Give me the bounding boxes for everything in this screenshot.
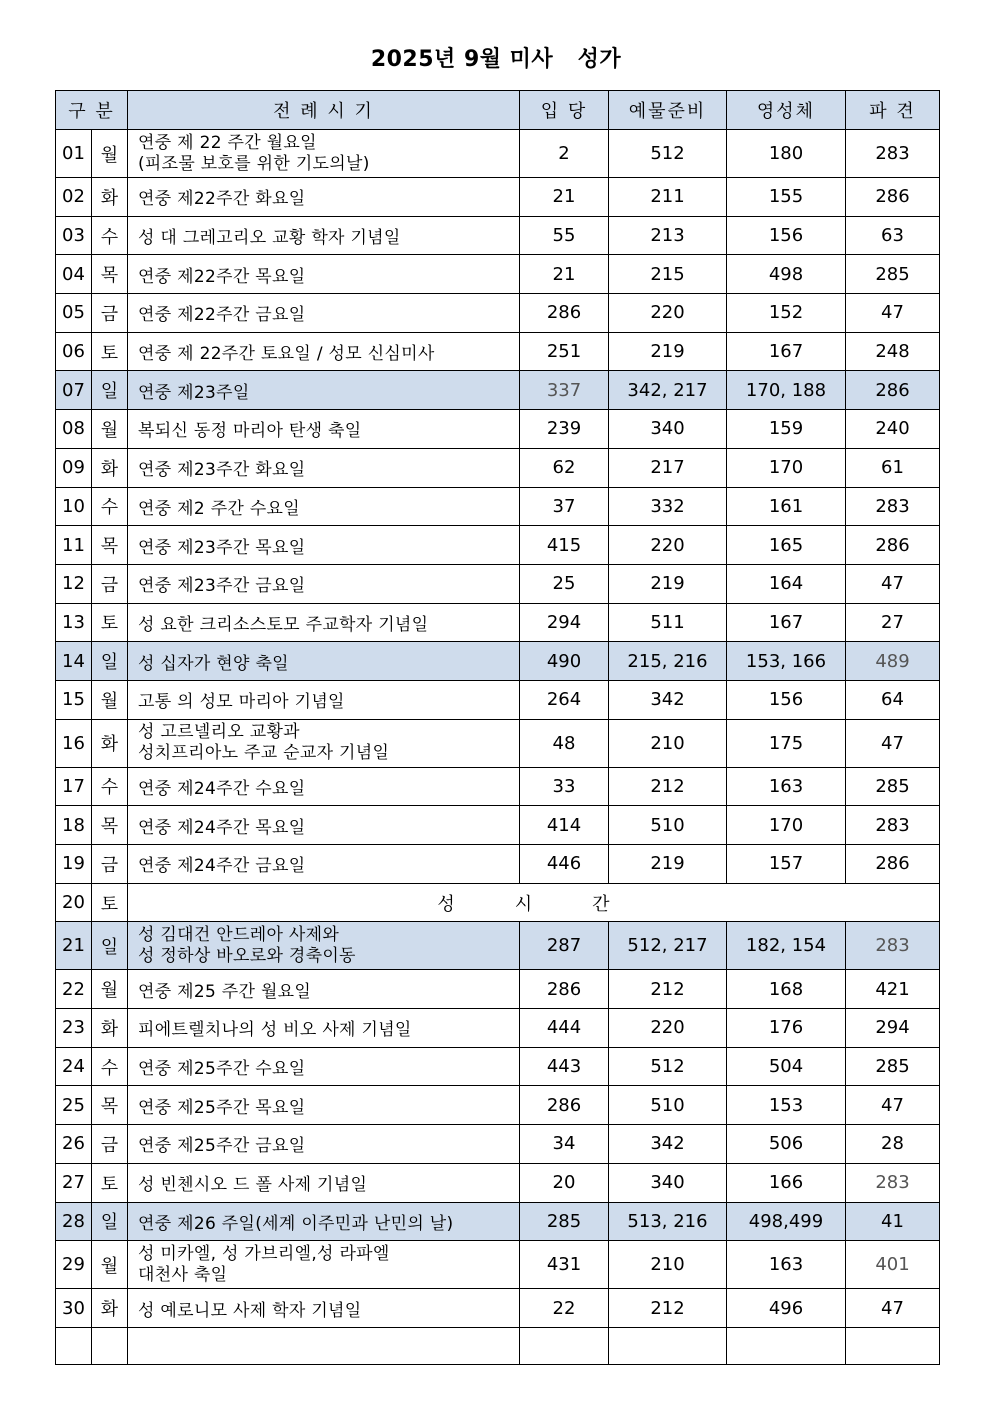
liturgy-cell: 연중 제2 주간 수요일 [128,487,520,526]
communion-cell: 496 [727,1289,846,1328]
offertory-cell: 512 [609,130,727,178]
offertory-cell: 512 [609,1047,727,1086]
entrance-cell: 20 [520,1163,609,1202]
entrance-cell: 34 [520,1125,609,1164]
dismissal-cell: 421 [846,970,940,1009]
offertory-cell: 219 [609,845,727,884]
liturgy-cell: 연중 제25주간 수요일 [128,1047,520,1086]
liturgy-cell: 연중 제22주간 금요일 [128,294,520,333]
day-cell: 11 [56,526,92,565]
day-cell: 23 [56,1009,92,1048]
communion-cell: 175 [727,719,846,767]
day-cell: 18 [56,806,92,845]
weekday-cell: 수 [92,216,128,255]
day-cell: 21 [56,922,92,970]
table-row [56,1125,940,1164]
communion-cell: 168 [727,970,846,1009]
liturgy-line-2: (피조물 보호를 위한 기도의날) [138,153,370,174]
hymn-schedule-table [55,90,940,1365]
table-row [56,294,940,333]
entrance-cell: 490 [520,642,609,681]
day-cell: 15 [56,680,92,719]
dismissal-cell: 27 [846,603,940,642]
liturgy-cell: 연중 제26 주일(세계 이주민과 난민의 날) [128,1202,520,1241]
dismissal-cell: 63 [846,216,940,255]
dismissal-cell: 489 [846,642,940,681]
communion-cell: 164 [727,564,846,603]
table-row [56,1009,940,1048]
table-row [56,680,940,719]
liturgy-cell: 연중 제24주간 수요일 [128,767,520,806]
communion-cell: 504 [727,1047,846,1086]
weekday-cell: 월 [92,680,128,719]
liturgy-cell: 연중 제23주간 화요일 [128,448,520,487]
offertory-cell: 219 [609,564,727,603]
day-cell: 01 [56,130,92,178]
header-entrance: 입 당 [520,91,609,130]
table-row [56,371,940,410]
dismissal-cell: 283 [846,487,940,526]
blank-cell [92,1327,128,1364]
day-cell: 03 [56,216,92,255]
communion-cell: 163 [727,1241,846,1289]
liturgy-cell [128,130,520,178]
weekday-cell: 토 [92,332,128,371]
liturgy-line-1: 성 김대건 안드레아 사제와 [138,924,340,945]
table-row [56,216,940,255]
entrance-cell: 48 [520,719,609,767]
day-cell: 25 [56,1086,92,1125]
day-cell: 08 [56,410,92,449]
table-row [56,1202,940,1241]
weekday-cell: 일 [92,922,128,970]
offertory-cell: 219 [609,332,727,371]
liturgy-cell: 연중 제25주간 목요일 [128,1086,520,1125]
communion-cell: 165 [727,526,846,565]
table-row [56,1047,940,1086]
communion-cell: 170 [727,806,846,845]
offertory-cell: 342 [609,1125,727,1164]
offertory-cell: 212 [609,970,727,1009]
liturgy-line-2: 성치프리아노 주교 순교자 기념일 [138,743,390,764]
entrance-cell: 21 [520,255,609,294]
offertory-cell: 513, 216 [609,1202,727,1241]
communion-cell: 152 [727,294,846,333]
entrance-cell: 446 [520,845,609,884]
liturgy-cell: 성 요한 크리소스토모 주교학자 기념일 [128,603,520,642]
weekday-cell: 일 [92,642,128,681]
offertory-cell: 510 [609,1086,727,1125]
offertory-cell: 211 [609,178,727,217]
entrance-cell: 286 [520,970,609,1009]
dismissal-cell: 401 [846,1241,940,1289]
entrance-cell: 239 [520,410,609,449]
liturgy-cell: 연중 제25 주간 월요일 [128,970,520,1009]
day-cell: 28 [56,1202,92,1241]
dismissal-cell: 47 [846,1086,940,1125]
blank-cell [727,1327,846,1364]
table-row [56,130,940,178]
entrance-cell: 25 [520,564,609,603]
header-row [56,91,940,130]
table-row [56,178,940,217]
table-row [56,970,940,1009]
blank-cell [609,1327,727,1364]
weekday-cell: 수 [92,767,128,806]
offertory-cell: 210 [609,1241,727,1289]
day-cell: 09 [56,448,92,487]
liturgy-cell: 피에트렐치나의 성 비오 사제 기념일 [128,1009,520,1048]
blank-cell [128,1327,520,1364]
communion-cell: 156 [727,216,846,255]
dismissal-cell: 286 [846,526,940,565]
communion-cell: 155 [727,178,846,217]
liturgy-cell: 성 예로니모 사제 학자 기념일 [128,1289,520,1328]
communion-cell: 498 [727,255,846,294]
communion-cell: 159 [727,410,846,449]
table-row [56,526,940,565]
dismissal-cell: 28 [846,1125,940,1164]
entrance-cell: 264 [520,680,609,719]
weekday-cell: 화 [92,178,128,217]
dismissal-cell: 283 [846,1163,940,1202]
liturgy-line-2: 대천사 축일 [138,1264,228,1285]
table-row [56,410,940,449]
weekday-cell: 수 [92,487,128,526]
liturgy-cell: 연중 제24주간 목요일 [128,806,520,845]
day-cell: 22 [56,970,92,1009]
liturgy-line-1: 연중 제 22 주간 월요일 [138,132,317,153]
communion-cell: 157 [727,845,846,884]
day-cell: 04 [56,255,92,294]
day-cell: 20 [56,883,92,922]
entrance-cell: 415 [520,526,609,565]
liturgy-cell: 연중 제23주간 금요일 [128,564,520,603]
liturgy-cell: 성 대 그레고리오 교황 학자 기념일 [128,216,520,255]
weekday-cell: 월 [92,130,128,178]
offertory-cell: 332 [609,487,727,526]
liturgy-cell: 성 빈첸시오 드 폴 사제 기념일 [128,1163,520,1202]
communion-cell: 156 [727,680,846,719]
day-cell: 19 [56,845,92,884]
blank-cell [520,1327,609,1364]
liturgy-cell: 연중 제 22주간 토요일 / 성모 신심미사 [128,332,520,371]
liturgy-cell: 연중 제25주간 금요일 [128,1125,520,1164]
weekday-cell: 화 [92,448,128,487]
communion-cell: 153, 166 [727,642,846,681]
table-body [56,130,940,1365]
day-cell: 30 [56,1289,92,1328]
entrance-cell: 286 [520,1086,609,1125]
entrance-cell: 285 [520,1202,609,1241]
communion-cell: 506 [727,1125,846,1164]
weekday-cell: 목 [92,255,128,294]
weekday-cell: 금 [92,294,128,333]
dismissal-cell: 248 [846,332,940,371]
day-cell: 07 [56,371,92,410]
entrance-cell: 33 [520,767,609,806]
entrance-cell: 251 [520,332,609,371]
entrance-cell: 37 [520,487,609,526]
offertory-cell: 220 [609,1009,727,1048]
day-cell: 12 [56,564,92,603]
entrance-cell: 2 [520,130,609,178]
entrance-cell: 22 [520,1289,609,1328]
day-cell: 29 [56,1241,92,1289]
header-gubun: 구 분 [56,91,128,130]
weekday-cell: 금 [92,564,128,603]
table-row [56,1086,940,1125]
liturgy-cell: 연중 제24주간 금요일 [128,845,520,884]
day-cell: 05 [56,294,92,333]
liturgy-cell: 연중 제23주간 목요일 [128,526,520,565]
day-cell: 26 [56,1125,92,1164]
liturgy-cell: 연중 제23주일 [128,371,520,410]
day-cell: 16 [56,719,92,767]
day-cell: 13 [56,603,92,642]
table-row [56,487,940,526]
communion-cell: 167 [727,332,846,371]
offertory-cell: 220 [609,294,727,333]
weekday-cell: 월 [92,1241,128,1289]
table-row [56,255,940,294]
liturgy-cell [128,719,520,767]
blank-cell [56,1327,92,1364]
dismissal-cell: 283 [846,806,940,845]
entrance-cell: 55 [520,216,609,255]
table-row [56,1289,940,1328]
communion-cell: 498,499 [727,1202,846,1241]
day-cell: 06 [56,332,92,371]
entrance-cell: 294 [520,603,609,642]
day-cell: 02 [56,178,92,217]
dismissal-cell: 64 [846,680,940,719]
day-cell: 27 [56,1163,92,1202]
weekday-cell: 금 [92,1125,128,1164]
offertory-cell: 510 [609,806,727,845]
liturgy-cell [128,922,520,970]
communion-cell: 166 [727,1163,846,1202]
communion-cell: 163 [727,767,846,806]
offertory-cell: 511 [609,603,727,642]
communion-cell: 161 [727,487,846,526]
weekday-cell: 월 [92,970,128,1009]
entrance-cell: 444 [520,1009,609,1048]
liturgy-cell: 연중 제22주간 화요일 [128,178,520,217]
weekday-cell: 목 [92,806,128,845]
liturgy-line-1: 성 고르넬리오 교황과 [138,722,300,743]
table-row [56,1163,940,1202]
day-cell: 17 [56,767,92,806]
weekday-cell: 화 [92,719,128,767]
weekday-cell: 일 [92,1202,128,1241]
communion-cell: 182, 154 [727,922,846,970]
weekday-cell: 일 [92,371,128,410]
dismissal-cell: 286 [846,845,940,884]
entrance-cell: 431 [520,1241,609,1289]
table-row [56,719,940,767]
table-row [56,767,940,806]
entrance-cell: 287 [520,922,609,970]
dismissal-cell: 41 [846,1202,940,1241]
table-row [56,603,940,642]
header-communion: 영성체 [727,91,846,130]
dismissal-cell: 240 [846,410,940,449]
page-title: 2025년 9월 미사 성가 [370,47,622,72]
day-cell: 24 [56,1047,92,1086]
communion-cell: 170, 188 [727,371,846,410]
entrance-cell: 337 [520,371,609,410]
table-row [56,806,940,845]
offertory-cell: 220 [609,526,727,565]
table-row [56,564,940,603]
weekday-cell: 토 [92,603,128,642]
offertory-cell: 210 [609,719,727,767]
entrance-cell: 443 [520,1047,609,1086]
dismissal-cell: 61 [846,448,940,487]
communion-cell: 167 [727,603,846,642]
table-row [56,922,940,970]
table-row [56,448,940,487]
weekday-cell: 목 [92,526,128,565]
blank-row [56,1327,940,1364]
offertory-cell: 215 [609,255,727,294]
dismissal-cell: 283 [846,922,940,970]
dismissal-cell: 285 [846,255,940,294]
offertory-cell: 212 [609,767,727,806]
liturgy-cell: 성 십자가 현양 축일 [128,642,520,681]
weekday-cell: 화 [92,1009,128,1048]
liturgy-line-2: 성 정하상 바오로와 경축이동 [138,945,356,966]
dismissal-cell: 286 [846,371,940,410]
dismissal-cell: 283 [846,130,940,178]
dismissal-cell: 47 [846,719,940,767]
table-row [56,883,940,922]
header-dismissal: 파 견 [846,91,940,130]
table-row [56,1241,940,1289]
offertory-cell: 342 [609,680,727,719]
liturgy-cell [128,1241,520,1289]
communion-cell: 170 [727,448,846,487]
offertory-cell: 340 [609,1163,727,1202]
offertory-cell: 213 [609,216,727,255]
communion-cell: 176 [727,1009,846,1048]
table-row [56,332,940,371]
table-row [56,845,940,884]
weekday-cell: 수 [92,1047,128,1086]
offertory-cell: 212 [609,1289,727,1328]
liturgy-line-1: 성 미카엘, 성 가브리엘,성 라파엘 [138,1243,390,1264]
offertory-cell: 512, 217 [609,922,727,970]
table-row [56,642,940,681]
liturgy-cell: 연중 제22주간 목요일 [128,255,520,294]
blank-cell [846,1327,940,1364]
entrance-cell: 21 [520,178,609,217]
communion-cell: 153 [727,1086,846,1125]
dismissal-cell: 47 [846,1289,940,1328]
entrance-cell: 286 [520,294,609,333]
dismissal-cell: 285 [846,767,940,806]
entrance-cell: 62 [520,448,609,487]
weekday-cell: 토 [92,1163,128,1202]
day-cell: 10 [56,487,92,526]
liturgy-cell: 고통 의 성모 마리아 기념일 [128,680,520,719]
entrance-cell: 414 [520,806,609,845]
weekday-cell: 월 [92,410,128,449]
dismissal-cell: 47 [846,564,940,603]
dismissal-cell: 294 [846,1009,940,1048]
dismissal-cell: 47 [846,294,940,333]
header-season: 전 례 시 기 [128,91,520,130]
weekday-cell: 금 [92,845,128,884]
offertory-cell: 215, 216 [609,642,727,681]
special-event-cell: 성시간 [128,883,940,922]
offertory-cell: 340 [609,410,727,449]
weekday-cell: 목 [92,1086,128,1125]
communion-cell: 180 [727,130,846,178]
weekday-cell: 화 [92,1289,128,1328]
liturgy-cell: 복되신 동정 마리아 탄생 축일 [128,410,520,449]
dismissal-cell: 286 [846,178,940,217]
offertory-cell: 342, 217 [609,371,727,410]
dismissal-cell: 285 [846,1047,940,1086]
offertory-cell: 217 [609,448,727,487]
day-cell: 14 [56,642,92,681]
weekday-cell: 토 [92,883,128,922]
header-offertory: 예물준비 [609,91,727,130]
